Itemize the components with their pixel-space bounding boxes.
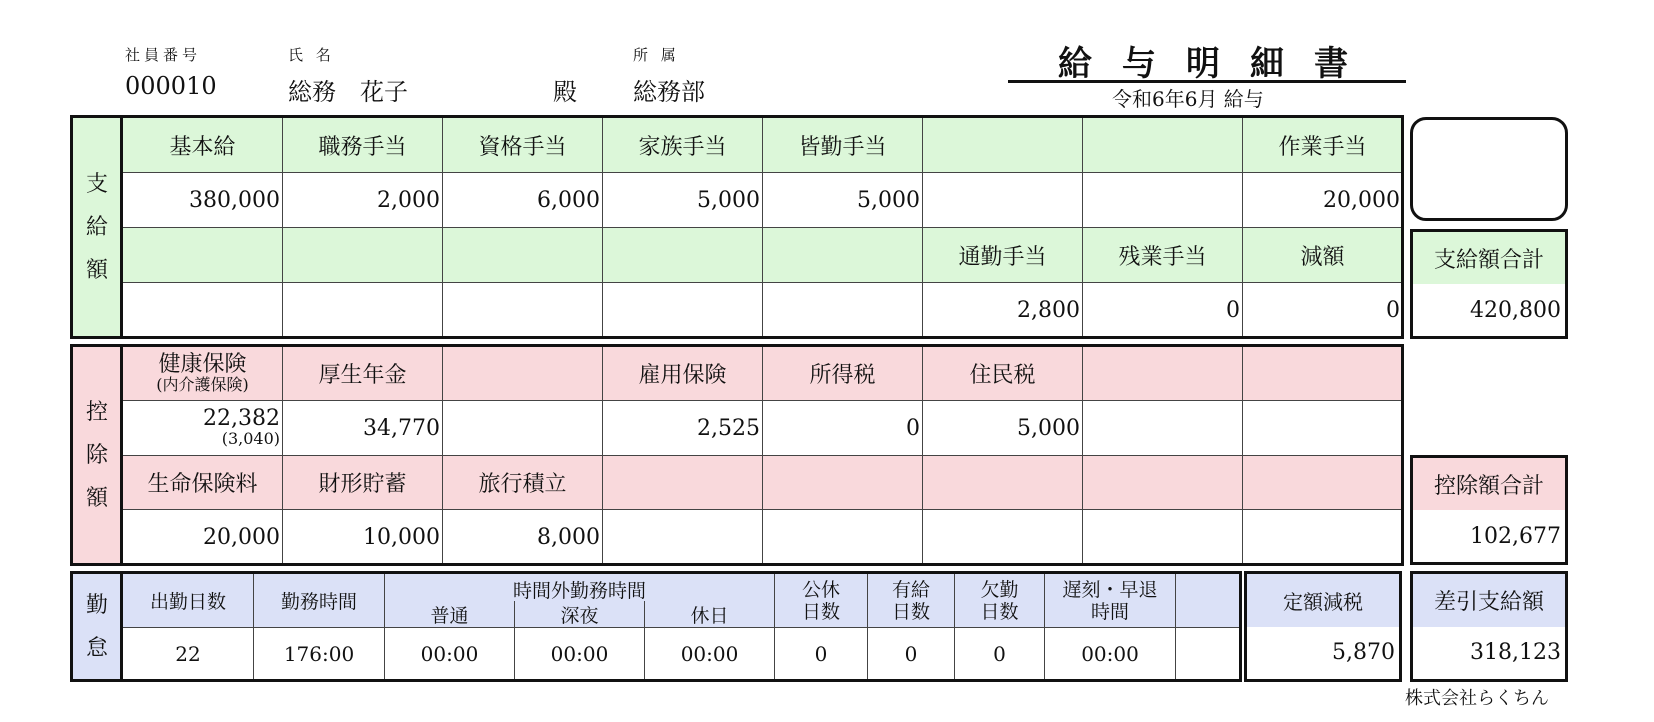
work-days-label: 出勤日数 <box>123 574 254 628</box>
pay-label-cell <box>1083 118 1243 173</box>
deduction-value-cell <box>1083 510 1243 565</box>
tax-cut-value: 5,870 <box>1332 640 1395 666</box>
overtime-holiday-value: 00:00 <box>645 628 775 681</box>
attendance-blank-value <box>1176 628 1241 681</box>
attendance-blank-label <box>1176 574 1241 628</box>
deduction-value-cell <box>443 401 603 456</box>
paid-leave-value: 0 <box>868 628 955 681</box>
pay-label-cell: 職務手当 <box>283 118 443 173</box>
deduction-label-cell: 所得税 <box>763 347 923 401</box>
name-label: 氏 名 <box>288 46 335 64</box>
attendance-labels <box>123 574 1241 628</box>
deduction-value-cell: 2,525 <box>603 401 763 456</box>
deduction-value-cell: 0 <box>763 401 923 456</box>
net-pay-box <box>1410 571 1568 682</box>
deduction-value-cell <box>1083 401 1243 456</box>
tax-cut-label: 定額減税 <box>1247 574 1399 627</box>
deduction-label-cell: 生命保険料 <box>123 456 283 510</box>
deduction-label-cell <box>1243 347 1403 401</box>
work-hours-label: 勤務時間 <box>254 574 385 628</box>
pay-label-cell: 通勤手当 <box>923 228 1083 283</box>
department: 総務部 <box>633 78 705 106</box>
overtime-night-value: 00:00 <box>515 628 645 681</box>
pay-value-cell <box>443 283 603 338</box>
late-early-label: 遅刻・早退 時間 <box>1045 574 1176 628</box>
page-title: 給与明細書 <box>1058 44 1378 84</box>
deduction-label-cell <box>1083 456 1243 510</box>
deduction-value-cell: 34,770 <box>283 401 443 456</box>
pay-row2-labels <box>123 228 1403 283</box>
care-insurance-label: (内介護保険) <box>156 374 249 394</box>
deduction-value-cell <box>1243 401 1403 456</box>
deduction-row2-labels <box>123 456 1403 510</box>
deduction-total-value: 102,677 <box>1470 523 1561 549</box>
deduction-label-cell: 旅行積立 <box>443 456 603 510</box>
late-early-value: 00:00 <box>1045 628 1176 681</box>
pay-label-cell: 残業手当 <box>1083 228 1243 283</box>
pay-row2-values <box>123 283 1403 338</box>
pay-label-cell: 基本給 <box>123 118 283 173</box>
overtime-label: 時間外勤務時間 <box>513 580 647 602</box>
deduction-value-cell <box>603 510 763 565</box>
pay-value-cell <box>123 283 283 338</box>
pay-value-cell: 0 <box>1243 283 1403 338</box>
pay-label-cell <box>763 228 923 283</box>
health-insurance-label: 健康保険 <box>158 351 247 377</box>
deduction-value-cell: 8,000 <box>443 510 603 565</box>
attendance-divider <box>120 571 123 682</box>
employee-name: 総務 花子 <box>288 78 408 106</box>
pay-value-cell <box>283 283 443 338</box>
deduction-label-cell: 雇用保険 <box>603 347 763 401</box>
pay-label-cell <box>923 118 1083 173</box>
deduction-label-cell <box>1243 456 1403 510</box>
deduction-label-cell <box>923 456 1083 510</box>
pay-row1-labels <box>123 118 1403 173</box>
deduction-row1-values <box>123 401 1403 456</box>
deduction-value-cell <box>763 510 923 565</box>
deduction-value-cell <box>1243 510 1403 565</box>
pay-value-cell <box>763 283 923 338</box>
pay-value-cell: 20,000 <box>1243 173 1403 228</box>
stamp-box <box>1410 117 1568 221</box>
deduction-row2-values <box>123 510 1403 565</box>
pay-label-cell: 家族手当 <box>603 118 763 173</box>
pay-label-cell <box>603 228 763 283</box>
attendance-section-label: 勤 怠 <box>72 573 122 680</box>
pay-value-cell: 0 <box>1083 283 1243 338</box>
pay-value-cell: 5,000 <box>603 173 763 228</box>
absence-label: 欠勤 日数 <box>955 574 1045 628</box>
pay-label-cell: 皆勤手当 <box>763 118 923 173</box>
pay-section-label: 支 給 額 <box>72 117 122 337</box>
work-hours-value: 176:00 <box>254 628 385 681</box>
company-name: 株式会社らくちん <box>1405 688 1549 709</box>
tax-cut-box <box>1244 571 1402 682</box>
deduction-label-cell <box>603 456 763 510</box>
deduction-label-cell <box>1083 347 1243 401</box>
pay-label-cell: 作業手当 <box>1243 118 1403 173</box>
pay-period: 令和6年6月 給与 <box>1112 87 1264 111</box>
deduction-total-box <box>1410 455 1568 565</box>
dept-label: 所 属 <box>633 46 680 64</box>
pay-row1-values <box>123 173 1403 228</box>
paid-leave-label: 有給 日数 <box>868 574 955 628</box>
overtime-normal-label: 普通 <box>385 601 515 627</box>
deduction-value-cell: 5,000 <box>923 401 1083 456</box>
deduction-label-cell <box>123 347 283 401</box>
deduction-divider <box>120 344 123 566</box>
pay-total-label: 支給額合計 <box>1413 232 1565 284</box>
deduction-value-cell: 10,000 <box>283 510 443 565</box>
net-pay-label: 差引支給額 <box>1413 574 1565 627</box>
employee-no-label: 社員番号 <box>125 46 202 64</box>
deduction-label-cell: 財形貯蓄 <box>283 456 443 510</box>
deduction-value-cell: 20,000 <box>123 510 283 565</box>
pay-label-cell <box>123 228 283 283</box>
pay-value-cell: 2,000 <box>283 173 443 228</box>
honorific: 殿 <box>553 78 577 106</box>
pay-value-cell: 6,000 <box>443 173 603 228</box>
pay-total-box <box>1410 229 1568 339</box>
pay-label-cell <box>443 228 603 283</box>
public-holiday-label: 公休 日数 <box>775 574 868 628</box>
attendance-table <box>122 573 1241 681</box>
deduction-value-cell <box>123 401 283 456</box>
health-insurance-value: 22,382 <box>203 406 280 431</box>
pay-value-cell: 5,000 <box>763 173 923 228</box>
overtime-group <box>385 574 775 628</box>
public-holiday-value: 0 <box>775 628 868 681</box>
employee-no: 000010 <box>125 72 217 100</box>
pay-value-cell: 380,000 <box>123 173 283 228</box>
deduction-label-cell: 住民税 <box>923 347 1083 401</box>
pay-value-cell <box>1083 173 1243 228</box>
deduction-label-cell <box>443 347 603 401</box>
pay-divider <box>120 115 123 339</box>
pay-value-cell <box>603 283 763 338</box>
pay-label-cell: 減額 <box>1243 228 1403 283</box>
pay-label-cell <box>283 228 443 283</box>
deduction-row1-labels <box>123 347 1403 401</box>
deduction-value-cell <box>923 510 1083 565</box>
pay-value-cell <box>923 173 1083 228</box>
deduction-total-label: 控除額合計 <box>1413 458 1565 510</box>
deduction-label-cell <box>763 456 923 510</box>
pay-total-value: 420,800 <box>1470 297 1561 323</box>
overtime-night-label: 深夜 <box>515 601 645 627</box>
deduction-section-label: 控 除 額 <box>72 346 122 564</box>
pay-table <box>122 117 1403 338</box>
deduction-label-cell: 厚生年金 <box>283 347 443 401</box>
deduction-table <box>122 346 1403 565</box>
overtime-normal-value: 00:00 <box>385 628 515 681</box>
work-days-value: 22 <box>123 628 254 681</box>
absence-value: 0 <box>955 628 1045 681</box>
care-insurance-value: (3,040) <box>221 429 280 448</box>
attendance-values <box>123 628 1241 681</box>
pay-value-cell: 2,800 <box>923 283 1083 338</box>
pay-label-cell: 資格手当 <box>443 118 603 173</box>
net-pay-value: 318,123 <box>1470 640 1561 666</box>
overtime-holiday-label: 休日 <box>690 605 729 627</box>
